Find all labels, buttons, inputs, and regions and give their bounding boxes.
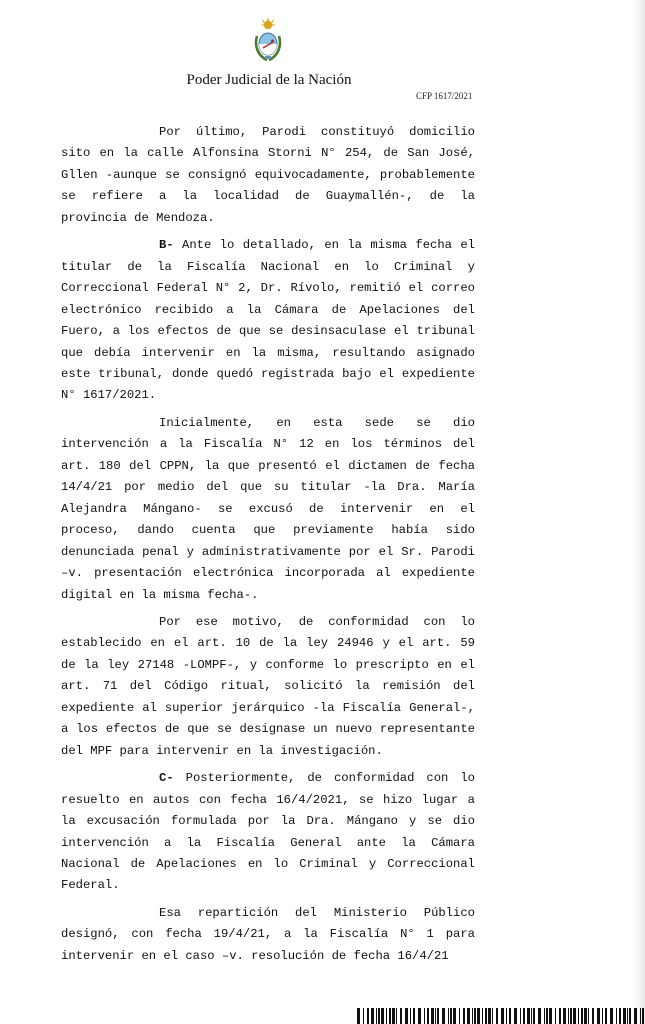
court-name-heading: Poder Judicial de la Nación [186,72,352,88]
paragraph-text: Ante lo detallado, en la misma fecha el titular de la Fiscalía Nacional en lo Criminal y Correccional Federal N° 2, Dr. Rívolo, remitió el correo electrónico recibido a la Cámara de Apelaciones del Fuero, a los efectos de que se desinsaculase el tribunal que debía intervenir en la misma, resultando asignado este tribunal, donde quedó registrada bajo el expediente N° 1617/2021. [61,238,475,403]
paragraph-text: Posteriormente, de conformidad con lo resuelto en autos con fecha 16/4/2021, se hizo lugar a la excusación formulada por la Dra. Mángano y se dio intervención a la Fiscalía General ante la Cámara Nacional de Apelaciones en lo Criminal y Correccional Federal. [61,771,475,893]
page-edge-shadow [633,0,645,1024]
paragraph-designation [61,903,475,967]
paragraph-text: Por ese motivo, de conformidad con lo establecido en el art. 10 de la ley 24946 y el art. 59 de la ley 27148 -LOMPF-, y conforme lo prescripto en el art. 71 del Código ritual, solicitó la remisión del expediente al superior jerárquico -la Fiscalía General-, a los efectos de que se designase un nuevo representante del MPF para intervenir en la investigación. [61,614,475,758]
file-reference-number: CFP 1617/2021 [416,91,473,101]
document-barcode-icon [357,1008,645,1024]
paragraph-text: Esa repartición del Ministerio Público designó, con fecha 19/4/21, a la Fiscalía N° 1 para intervenir en el caso –v. resolución de fecha 16/4/21 [61,905,475,963]
document-body [61,122,475,973]
paragraph-section-c [61,768,475,897]
paragraph-initial-intervention [61,413,475,606]
paragraph-remission-request [61,612,475,762]
paragraph-domicile [61,122,475,229]
section-b-label: B- [159,238,174,253]
paragraph-text: Por último, Parodi constituyó domicilio sito en la calle Alfonsina Storni N° 254, de San José, Gllen -aunque se consignó equivocadamente, probablemente se refiere a la localidad de Guaymallén-, de la provincia de Mendoza. [61,125,475,225]
section-c-label: C- [159,771,174,786]
national-coat-of-arms-icon [252,16,284,62]
paragraph-text: Inicialmente, en esta sede se dio intervención a la Fiscalía N° 12 en los términos del art. 180 del CPPN, la que presentó el dictamen de fecha 14/4/21 por medio del que su titular -la Dra. María Alejandra Mángano- se excusó de intervenir en el proceso, dando cuenta que previamente había sido denunciada penal y administrativamente por el Sr. Parodi –v. presentación electrónica incorporada al expediente digital en la misma fecha-. [61,415,475,602]
paragraph-section-b [61,235,475,407]
